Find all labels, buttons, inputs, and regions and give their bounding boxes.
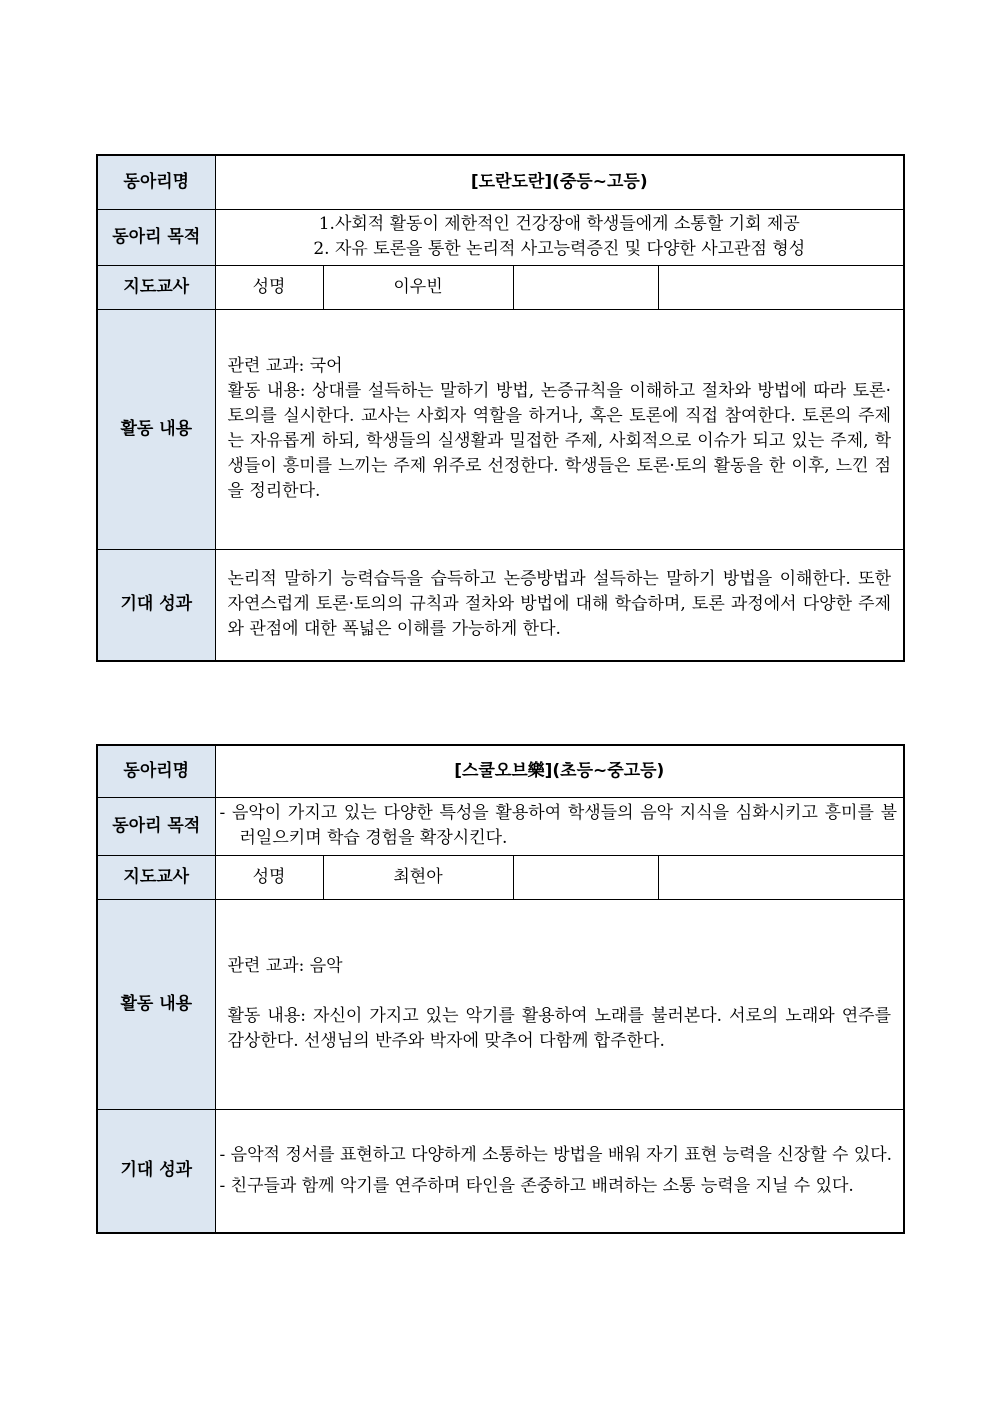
teacher-name-value: 이우빈 (323, 265, 513, 309)
empty-cell (658, 265, 904, 309)
activity-cell (215, 309, 904, 549)
club-name-value: [스쿨오브樂](초등~중고등) (215, 745, 904, 797)
outcome-text: 논리적 말하기 능력습득을 습득하고 논증방법과 설득하는 말하기 방법을 이해한다. 또한 자연스럽게 토론·토의의 규칙과 절차와 방법에 대해 학습하며, 토론 과정에서 다양한 주제와 관점에 대한 폭넓은 이해를 가능하게 한다. (227, 569, 891, 640)
outcome-label: 기대 성과 (97, 1109, 215, 1233)
empty-cell (513, 855, 658, 899)
activity-cell (215, 899, 904, 1109)
activity-subject: 관련 교과: 음악 (227, 956, 343, 976)
club-purpose-cell (215, 797, 904, 855)
teacher-name-label: 성명 (215, 855, 323, 899)
club-purpose-label: 동아리 목적 (97, 209, 215, 265)
outcome-item: - 음악적 정서를 표현하고 다양하게 소통하는 방법을 배워 자기 표현 능력을 신장할 수 있다. (219, 1144, 893, 1165)
club-name-label: 동아리명 (97, 745, 215, 797)
club-name-label: 동아리명 (97, 155, 215, 209)
outcome-cell (215, 1109, 904, 1233)
activity-subject: 관련 교과: 국어 (227, 356, 343, 376)
spacer (216, 979, 904, 1004)
outcome-cell (215, 549, 904, 661)
club-purpose-cell (215, 209, 904, 265)
activity-label: 활동 내용 (97, 899, 215, 1109)
club-purpose-line: 2. 자유 토론을 통한 논리적 사고능력증진 및 다양한 사고관점 형성 (313, 239, 806, 259)
club-table-2 (96, 744, 905, 1234)
teacher-label: 지도교사 (97, 855, 215, 899)
activity-text: 활동 내용: 자신이 가지고 있는 악기를 활용하여 노래를 불러본다. 서로의 노래와 연주를 감상한다. 선생님의 반주와 박자에 맞추어 다함께 합주한다. (227, 1006, 891, 1051)
outcome-label: 기대 성과 (97, 549, 215, 661)
empty-cell (513, 265, 658, 309)
activity-label: 활동 내용 (97, 309, 215, 549)
club-purpose-label: 동아리 목적 (97, 797, 215, 855)
activity-text: 활동 내용: 상대를 설득하는 말하기 방법, 논증규칙을 이해하고 절차와 방법에 따라 토론·토의를 실시한다. 교사는 사회자 역할을 하거나, 혹은 토론에 직접 참여한다. 토론의 주제는 자유롭게 하되, 학생들의 실생활과 밀접한 주제, 사회적으로 이슈가 되고 있는 주제, 학생들이 흥미를 느끼는 주제 위주로 선정한다. 학생들은 토론·토의 활동을 한 이후, 느낀 점을 정리한다. (227, 381, 891, 501)
club-table-1 (96, 154, 905, 662)
teacher-name-label: 성명 (215, 265, 323, 309)
club-purpose-text: - 음악이 가지고 있는 다양한 특성을 활용하여 학생들의 음악 지식을 심화시키고 흥미를 불러일으키며 학습 경험을 확장시킨다. (219, 803, 897, 848)
club-name-value: [도란도란](중등~고등) (215, 155, 904, 209)
club-purpose-line: 1.사회적 활동이 제한적인 건강장애 학생들에게 소통할 기회 제공 (318, 214, 800, 234)
teacher-label: 지도교사 (97, 265, 215, 309)
teacher-name-value: 최현아 (323, 855, 513, 899)
outcome-item: - 친구들과 함께 악기를 연주하며 타인을 존중하고 배려하는 소통 능력을 지닐 수 있다. (219, 1175, 854, 1196)
empty-cell (658, 855, 904, 899)
